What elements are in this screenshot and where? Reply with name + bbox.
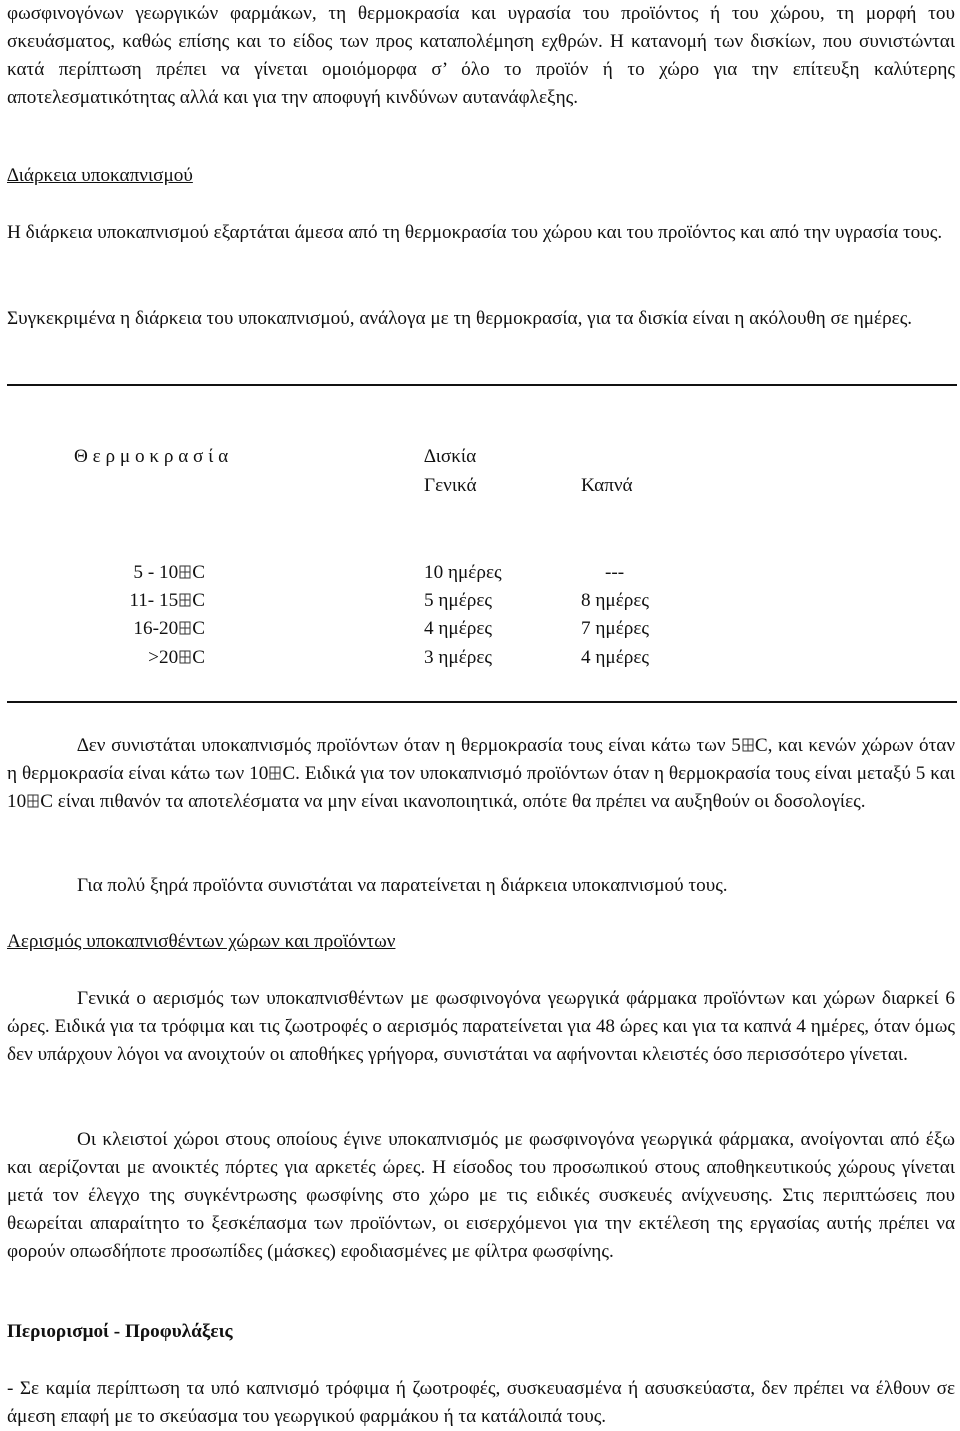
row-temperature xyxy=(133,562,205,584)
degree-icon xyxy=(179,650,191,664)
intro-paragraph: φωσφινογόνων γεωργικών φαρμάκων, τη θερμοκρασία και υγρασία του προϊόντος ή του χώρου, τη μορφή του σκευάσματος, καθώς επίσης και το είδος των προς καταπολέμηση εχθρών. Η κατανομή των δισκίων, που συνιστώνται κατά περίπτωση πρέπει να γίνεται ομοιόμορφα σ’ όλο το προϊόν ή το χώρο για την επίτευξη καλύτερης αποτελεσματικότητας αλλά και για την αποφυγή κινδύνων αυτανάφλεξης. xyxy=(7,3,955,108)
degree-icon xyxy=(27,794,39,808)
duration-heading-line xyxy=(7,162,955,190)
dry-products-paragraph: Για πολύ ξηρά προϊόντα συνιστάται να παρατείνεται η διάρκεια υποκαπνισμού τους. xyxy=(77,875,728,896)
temp-unit: C xyxy=(192,590,205,611)
temp-value: 11- 15 xyxy=(129,590,179,611)
aeration-paragraph-2: Οι κλειστοί χώροι στους οποίους έγινε υποκαπνισμός με φωσφινογόνα γεωργικά φάρμακα, ανοίγονται από έξω και αερίζονται με ανοικτές πόρτες για αρκετές ώρες. Η είσοδος του προσωπικού στους αποθηκευτικούς χώρους γίνεται μετά τον έλεγχο της συγκέντρωσης φωσφίνης στο χώρο με τις ειδικές συσκευές ανίχνευσης. Στις περιπτώσεις που θεωρείται απαραίτητο το ξεσκέπασμα των προϊόντων, οι εισερχόμενοι για την εκτέλεση της εργασίας αυτής πρέπει να φορούν οπωσδήποτε προσωπίδες (μάσκες) εφοδιασμένες με φίλτρα φωσφίνης. xyxy=(7,1129,955,1262)
text-fragment: C είναι πιθανόν τα αποτελέσματα να μην είναι ικανοποιητικά, οπότε θα πρέπει να αυξηθούν οι δοσολογίες. xyxy=(40,791,866,812)
not-recommended-paragraph xyxy=(7,732,955,816)
row-tobacco: --- xyxy=(605,562,625,583)
aeration-heading-line xyxy=(7,928,955,956)
degree-icon xyxy=(269,766,281,780)
restrictions-heading: Περιορισμοί - Προφυλάξεις xyxy=(7,1321,233,1342)
col-temperature-header: Θ ε ρ μ ο κ ρ α σ ί α xyxy=(74,446,229,467)
duration-heading: ∆ιάρκεια υποκαπνισμού xyxy=(7,165,193,186)
text-fragment: C, και κενών χώρων όταν η θερμοκρασία είναι κάτω των 10 xyxy=(7,735,956,784)
temp-unit: C xyxy=(192,618,205,639)
restrictions-paragraph-1: - Σε καμία περίπτωση τα υπό καπνισμό τρόφιμα ή ζωοτροφές, συσκευασμένα ή ασυσκεύαστα, δεν πρέπει να έλθουν σε άμεση επαφή με το σκεύασμα του γεωργικού φαρμάκου ή τα κατάλοιπά τους. xyxy=(7,1378,955,1427)
duration-paragraph-2: Συγκεκριμένα η διάρκεια του υποκαπνισμού, ανάλογα με τη θερμοκρασία, για τα δισκία είναι η ακόλουθη σε ημέρες. xyxy=(7,308,913,329)
temp-value: 5 - 10 xyxy=(133,562,179,583)
row-general: 10 ημέρες xyxy=(424,562,502,583)
duration-paragraph-1: Η διάρκεια υποκαπνισμού εξαρτάται άμεσα από τη θερμοκρασία του χώρου και του προϊόντος και από την υγρασία τους. xyxy=(7,222,943,243)
table-top-rule xyxy=(7,384,957,386)
temp-value: 16-20 xyxy=(133,618,179,639)
row-temperature xyxy=(148,647,205,669)
temp-value: >20 xyxy=(148,647,179,668)
col-general-header: Γενικά xyxy=(424,475,477,496)
degree-icon xyxy=(179,593,191,607)
row-general: 3 ημέρες xyxy=(424,647,492,668)
row-tobacco: 4 ημέρες xyxy=(581,647,649,668)
temp-unit: C xyxy=(192,647,205,668)
table-bottom-rule xyxy=(7,701,957,703)
text-fragment: ∆εν συνιστάται υποκαπνισμός προϊόντων όταν η θερμοκρασία τους είναι κάτω των 5 xyxy=(77,735,741,756)
aeration-heading: Αερισμός υποκαπνισθέντων χώρων και προϊόντων xyxy=(7,931,396,952)
degree-icon xyxy=(742,738,754,752)
row-temperature xyxy=(129,590,205,612)
row-general: 5 ημέρες xyxy=(424,590,492,611)
aeration-paragraph-1: Γενικά ο αερισμός των υποκαπνισθέντων με φωσφινογόνα γεωργικά φάρμακα προϊόντων και χώρων διαρκεί 6 ώρες. Ειδικά για τα τρόφιμα και τις ζωοτροφές ο αερισμός παρατείνεται για 48 ώρες και για τα καπνά 4 ημέρες, όταν όμως δεν υπάρχουν λόγοι να ανοιχτούν οι αποθήκες γρήγορα, συνιστάται να αφήνονται κλειστές όσο περισσότερο γίνεται. xyxy=(7,988,955,1065)
text-fragment: C. Ειδικά για τον υποκαπνισμό προϊόντων όταν η θερμοκρασία τους είναι μεταξύ 5 και 10 xyxy=(7,763,955,812)
row-temperature xyxy=(133,618,205,640)
row-tobacco: 8 ημέρες xyxy=(581,590,649,611)
row-tobacco: 7 ημέρες xyxy=(581,618,649,639)
row-general: 4 ημέρες xyxy=(424,618,492,639)
col-tablets-header: ∆ισκία xyxy=(424,446,477,467)
temp-unit: C xyxy=(192,562,205,583)
degree-icon xyxy=(179,621,191,635)
col-tobacco-header: Καπνά xyxy=(581,475,633,496)
duration-table xyxy=(7,446,955,696)
degree-icon xyxy=(179,565,191,579)
